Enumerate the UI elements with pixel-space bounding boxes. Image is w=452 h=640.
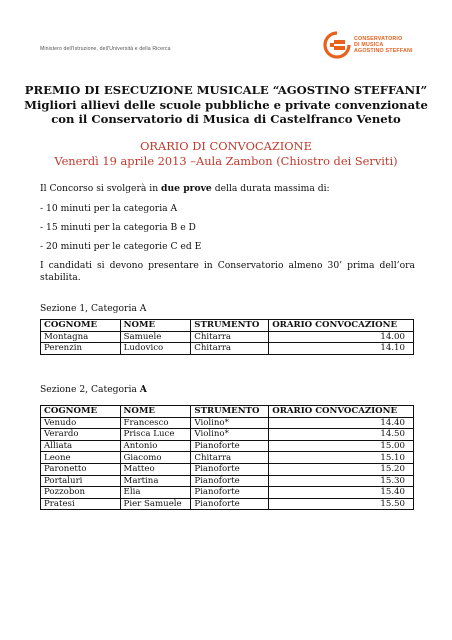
cognome-cell: Montagna — [41, 331, 121, 343]
section-2-label — [40, 384, 415, 396]
table-row — [41, 463, 414, 475]
table-row — [41, 429, 414, 441]
section-2-label-category: A — [139, 384, 147, 395]
nome-cell: Antonio — [120, 440, 191, 452]
strumento-cell: Pianoforte — [191, 498, 269, 510]
strumento-cell: Chitarra — [191, 331, 269, 343]
orario-heading — [0, 139, 452, 169]
conservatorio-logo-icon — [323, 31, 351, 59]
strumento-cell: Chitarra — [191, 343, 269, 355]
orario-date-location: Venerdì 19 aprile 2013 –Aula Zambon (Chiostro dei Serviti) — [54, 154, 398, 168]
column-header: NOME — [120, 406, 191, 418]
nome-cell: Matteo — [120, 463, 191, 475]
strumento-cell: Violino* — [191, 417, 269, 429]
table-row — [41, 343, 414, 355]
logo-line-3: AGOSTINO STEFFANI — [354, 48, 413, 55]
column-header: COGNOME — [41, 320, 121, 332]
section-2-label-prefix: Sezione 2, Categoria — [40, 384, 140, 395]
nome-cell: Prisca Luce — [120, 429, 191, 441]
orario-cell: 15.00 — [269, 440, 414, 452]
notice-paragraph: I candidati si devono presentare in Conservatorio almeno 30’ prima dell’ora stabilita. — [40, 260, 415, 283]
orario-cell: 14.00 — [269, 331, 414, 343]
column-header: STRUMENTO — [191, 406, 269, 418]
cognome-cell: Alliata — [41, 440, 121, 452]
title-line-1: PREMIO DI ESECUZIONE MUSICALE “AGOSTINO STEFFANI” — [24, 83, 428, 97]
section-2-table — [40, 405, 414, 510]
table-header-row — [41, 406, 414, 418]
intro-paragraph — [40, 183, 415, 195]
column-header: NOME — [120, 320, 191, 332]
strumento-cell: Violino* — [191, 429, 269, 441]
table-row — [41, 440, 414, 452]
duration-line-bd: - 15 minuti per la categoria B e D — [40, 222, 196, 233]
orario-title: ORARIO DI CONVOCAZIONE — [140, 139, 312, 153]
logo-line-2: DI MUSICA — [354, 41, 384, 48]
orario-cell: 14.10 — [269, 343, 414, 355]
intro-bold: due prove — [161, 183, 212, 194]
strumento-cell: Pianoforte — [191, 463, 269, 475]
table-row — [41, 452, 414, 464]
table-header-row — [41, 320, 414, 332]
logo-text — [354, 36, 413, 55]
conservatorio-logo — [323, 31, 413, 59]
title-line-2: Migliori allievi delle scuole pubbliche e private convenzionate — [24, 97, 428, 112]
cognome-cell: Perenzin — [41, 343, 121, 355]
table-row — [41, 331, 414, 343]
column-header: ORARIO CONVOCAZIONE — [269, 320, 414, 332]
strumento-cell: Pianoforte — [191, 475, 269, 487]
cognome-cell: Verardo — [41, 429, 121, 441]
orario-cell: 14.50 — [269, 429, 414, 441]
orario-cell: 15.10 — [269, 452, 414, 464]
column-header: ORARIO CONVOCAZIONE — [269, 406, 414, 418]
table-row — [41, 417, 414, 429]
ministry-header: Ministero dell'Istruzione, dell'Università e della Ricerca — [40, 46, 171, 52]
table-row — [41, 498, 414, 510]
intro-before: Il Concorso si svolgerà in — [40, 183, 162, 194]
strumento-cell: Pianoforte — [191, 487, 269, 499]
section-1-label: Sezione 1, Categoria A — [40, 303, 147, 314]
document-title — [0, 83, 452, 127]
cognome-cell: Pratesi — [41, 498, 121, 510]
duration-line-a: - 10 minuti per la categoria A — [40, 203, 178, 214]
nome-cell: Ludovico — [120, 343, 191, 355]
cognome-cell: Venudo — [41, 417, 121, 429]
nome-cell: Martina — [120, 475, 191, 487]
cognome-cell: Pozzobon — [41, 487, 121, 499]
nome-cell: Giacomo — [120, 452, 191, 464]
orario-cell: 14.40 — [269, 417, 414, 429]
nome-cell: Samuele — [120, 331, 191, 343]
cognome-cell: Portaluri — [41, 475, 121, 487]
table-row — [41, 487, 414, 499]
nome-cell: Elia — [120, 487, 191, 499]
logo-line-1: CONSERVATORIO — [354, 35, 403, 42]
nome-cell: Francesco — [120, 417, 191, 429]
cognome-cell: Paronetto — [41, 463, 121, 475]
orario-cell: 15.30 — [269, 475, 414, 487]
title-line-3: con il Conservatorio di Musica di Castelfranco Veneto — [51, 112, 401, 126]
column-header: STRUMENTO — [191, 320, 269, 332]
section-1-table — [40, 319, 414, 355]
duration-line-ce: - 20 minuti per le categorie C ed E — [40, 241, 202, 252]
cognome-cell: Leone — [41, 452, 121, 464]
orario-cell: 15.50 — [269, 498, 414, 510]
table-row — [41, 475, 414, 487]
column-header: COGNOME — [41, 406, 121, 418]
strumento-cell: Chitarra — [191, 452, 269, 464]
strumento-cell: Pianoforte — [191, 440, 269, 452]
intro-after: della durata massima di: — [211, 183, 330, 194]
nome-cell: Pier Samuele — [120, 498, 191, 510]
orario-cell: 15.20 — [269, 463, 414, 475]
orario-cell: 15.40 — [269, 487, 414, 499]
